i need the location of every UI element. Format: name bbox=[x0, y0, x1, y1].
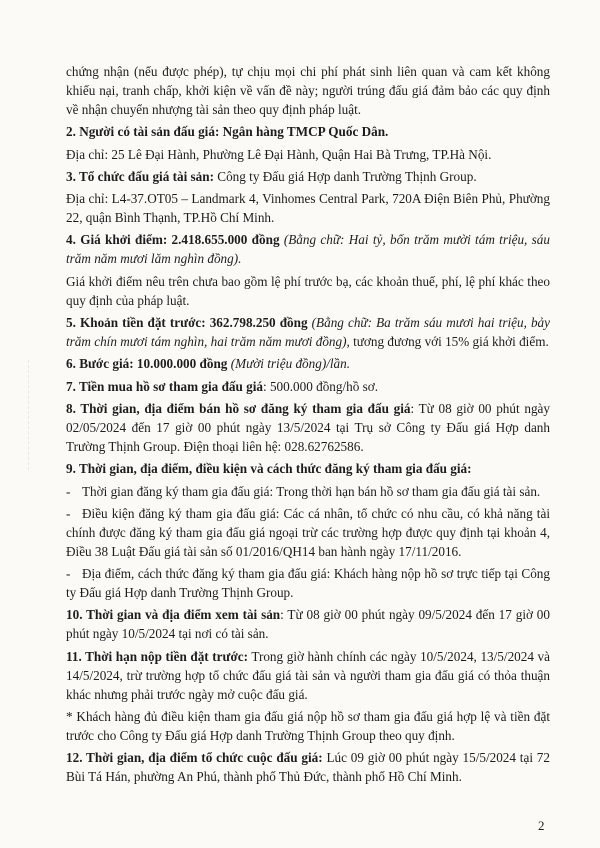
section-10: 10. Thời gian và địa điểm xem tài sản: Từ 08 giờ 00 phút ngày 09/5/2024 đến 17 giờ 00 phút ngày 10/5/2024 tại nơi có tài sản. bbox=[66, 607, 550, 642]
section-9-item: - Điều kiện đăng ký tham gia đấu giá: Các cá nhân, tổ chức có nhu cầu, có khả năng tài chính được đăng ký tham gia đấu giá ngoại trừ các trường hợp được quy định tại khoản 4, Điều 38 Luật Đấu giá tài sản số 01/2016/QH14 ban hành ngày 17/11/2016. bbox=[66, 505, 550, 559]
section-11: 11. Thời hạn nộp tiền đặt trước: Trong giờ hành chính các ngày 10/5/2024, 13/5/2024 và 14/5/2024, trừ trường hợp tổ chức đấu giá tài sản và người tham gia đấu giá có thỏa thuận khác nhưng phải trước ngày mở cuộc đấu giá. bbox=[66, 648, 550, 702]
page-number: 2 bbox=[538, 818, 545, 833]
faded-stamp-mark bbox=[0, 360, 29, 470]
section-12: 12. Thời gian, địa điểm tổ chức cuộc đấu giá: Lúc 09 giờ 00 phút ngày 15/5/2024 tại 72 Bùi Tá Hán, phường An Phú, thành phố Thủ Đức, thành phố Hồ Chí Minh. bbox=[66, 750, 550, 785]
section-7: 7. Tiền mua hồ sơ tham gia đấu giá: 500.000 đồng/hồ sơ. bbox=[66, 378, 379, 394]
section-4: 4. Giá khởi điểm: 2.418.655.000 đồng (Bằng chữ: Hai tỷ, bốn trăm mười tám triệu, sáu trăm năm mươi lăm nghìn đồng). bbox=[66, 232, 550, 267]
section-9-item: - Thời gian đăng ký tham gia đấu giá: Trong thời hạn bán hồ sơ tham gia đấu giá tài sản. bbox=[66, 483, 541, 499]
section-2-address: Địa chỉ: 25 Lê Đại Hành, Phường Lê Đại Hành, Quận Hai Bà Trưng, TP.Hà Nội. bbox=[66, 146, 492, 162]
section-3-address: Địa chỉ: L4-37.OT05 – Landmark 4, Vinhomes Central Park, 720A Điện Biên Phủ, Phường 22, quận Bình Thạnh, TP.Hồ Chí Minh. bbox=[66, 191, 550, 226]
section-6: 6. Bước giá: 10.000.000 đồng (Mười triệu đồng)/lần. bbox=[66, 356, 351, 372]
section-2-heading: 2. Người có tài sản đấu giá: Ngân hàng TMCP Quốc Dân. bbox=[66, 124, 389, 140]
section-5: 5. Khoản tiền đặt trước: 362.798.250 đồng (Bằng chữ: Ba trăm sáu mươi hai triệu, bảy trăm chín mươi tám nghìn, hai trăm năm mươi đồng), tương đương với 15% giá khởi điểm. bbox=[66, 315, 550, 350]
section-3: 3. Tổ chức đấu giá tài sản: Công ty Đấu giá Hợp danh Trường Thịnh Group. bbox=[66, 168, 477, 184]
section-9-item: - Địa điểm, cách thức đăng ký tham gia đấu giá: Khách hàng nộp hồ sơ trực tiếp tại Công ty Đấu giá Hợp danh Trường Thịnh Group. bbox=[66, 566, 550, 601]
section-4-note: Giá khởi điểm nêu trên chưa bao gồm lệ phí trước bạ, các khoản thuế, phí, lệ phí khác theo quy định của pháp luật. bbox=[66, 273, 550, 308]
section-11-note: * Khách hàng đủ điều kiện tham gia đấu giá nộp hồ sơ tham gia đấu giá hợp lệ và tiền đặt trước cho Công ty Đấu giá Hợp danh Trường Thịnh Group theo quy định. bbox=[66, 709, 550, 744]
intro-paragraph: chứng nhận (nếu được phép), tự chịu mọi chi phí phát sinh liên quan và cam kết không khiếu nại, tranh chấp, khởi kiện về vấn đề này; người trúng đấu giá đảm bảo các quy định về nhận chuyển nhượng tài sản theo quy định pháp luật. bbox=[66, 64, 550, 117]
document-body bbox=[66, 62, 550, 790]
section-9-heading: 9. Thời gian, địa điểm, điều kiện và cách thức đăng ký tham gia đấu giá: bbox=[66, 461, 472, 477]
section-8: 8. Thời gian, địa điểm bán hồ sơ đăng ký tham gia đấu giá: Từ 08 giờ 00 phút ngày 02/05/2024 đến 17 giờ 00 phút ngày 13/5/2024 tại Trụ sở Công ty Đấu giá Hợp danh Trường Thịnh Group. Điện thoại liên hệ: 028.62762586. bbox=[66, 400, 550, 454]
